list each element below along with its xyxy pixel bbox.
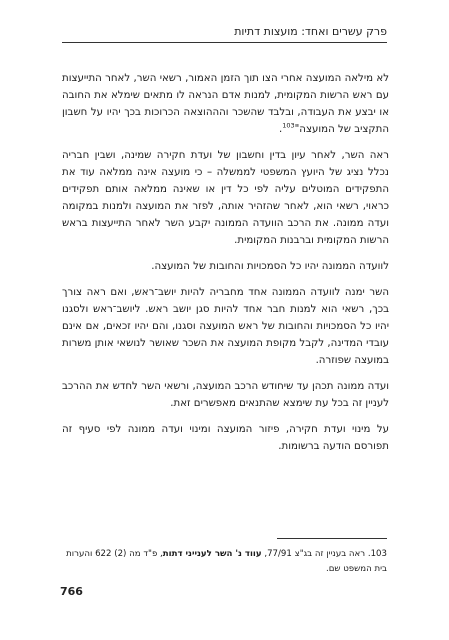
page-number: 766 — [60, 585, 83, 598]
footnote — [62, 547, 387, 577]
footnote-number: 103. — [367, 549, 387, 559]
footnote-case-name: עווד נ' השר לענייני דתות — [162, 549, 262, 559]
footnote-separator — [277, 538, 387, 539]
paragraph-5: ועדה ממונה תכהן עד שיחודש הרכב המועצה, ורשאי השר לחדש את ההרכב לעניין זה בכל עת שימצא שהתנאים מאפשרים זאת. — [62, 381, 389, 409]
running-header — [62, 25, 387, 43]
paragraph-4: השר ימנה לוועדה הממונה אחד מחבריה להיות יושב־ראש, ואם ראה צורך בכך, רשאי הוא למנות חבר אחד להיות סגן יושב ראש. ליושב־ראש ולסגנו יהיו כל הסמכויות והחובות של ראש המועצה וסגנו, והם יהיו זכאים, אם אינם עובדי המדינה, לקבל מקופת המועצה את השכר שאושר לנושאי אותן משרות במועצה שפוזרה. — [62, 287, 389, 366]
paragraph-3: לוועדה הממונה יהיו כל הסמכויות והחובות של המועצה. — [151, 261, 389, 272]
paragraph-1 — [62, 70, 389, 138]
body-text — [62, 70, 389, 464]
running-header-title: פרק עשרים ואחד: מועצות דתיות — [234, 25, 387, 38]
paragraph-2: ראה השר, לאחר עיון בדין וחשבון של ועדת חקירה שמינה, ושבין חבריה נכלל נציג של היועץ המשפטי לממשלה – כי מועצה אינה ממלאה עוד את התפקידים המוטלים עליה לפי כל דין או שאינה ממלאה אותם תפקידים כראוי, רשאי הוא, לאחר שהזהיר אותה, לפזר את המועצה ולמנות במקומה ועדה ממונה. את הרכב הוועדה הממונה יקבע השר לאחר התייעצות בראש הרשות המקומית וברבנות המקומית. — [62, 150, 389, 246]
paragraph-1-tail: . — [278, 124, 283, 135]
paragraph-1-text: לא מילאה המועצה אחרי הצו תוך הזמן האמור, רשאי השר, לאחר התייעצות עם ראש הרשות המקומית, למנות אדם הנראה לו מתאים שימלא את החובה או יבצע את העבודה, ובלבד שהשכר והההוצאה הכרוכות בכך יהיו על חשבון התקציב של המועצה" — [62, 73, 389, 135]
footnote-text-before: ראה בעניין זה בג"צ 77/91, — [264, 549, 366, 559]
footnote-text-after: , פ"ד מה (2) 622 והערות בית המשפט שם. — [66, 549, 387, 574]
footnote-reference[interactable]: 103 — [282, 121, 295, 130]
paragraph-6: על מינוי ועדת חקירה, פיזור המועצה ומינוי ועדה ממונה לפי סעיף זה תפורסם הודעה ברשומות. — [62, 424, 389, 452]
